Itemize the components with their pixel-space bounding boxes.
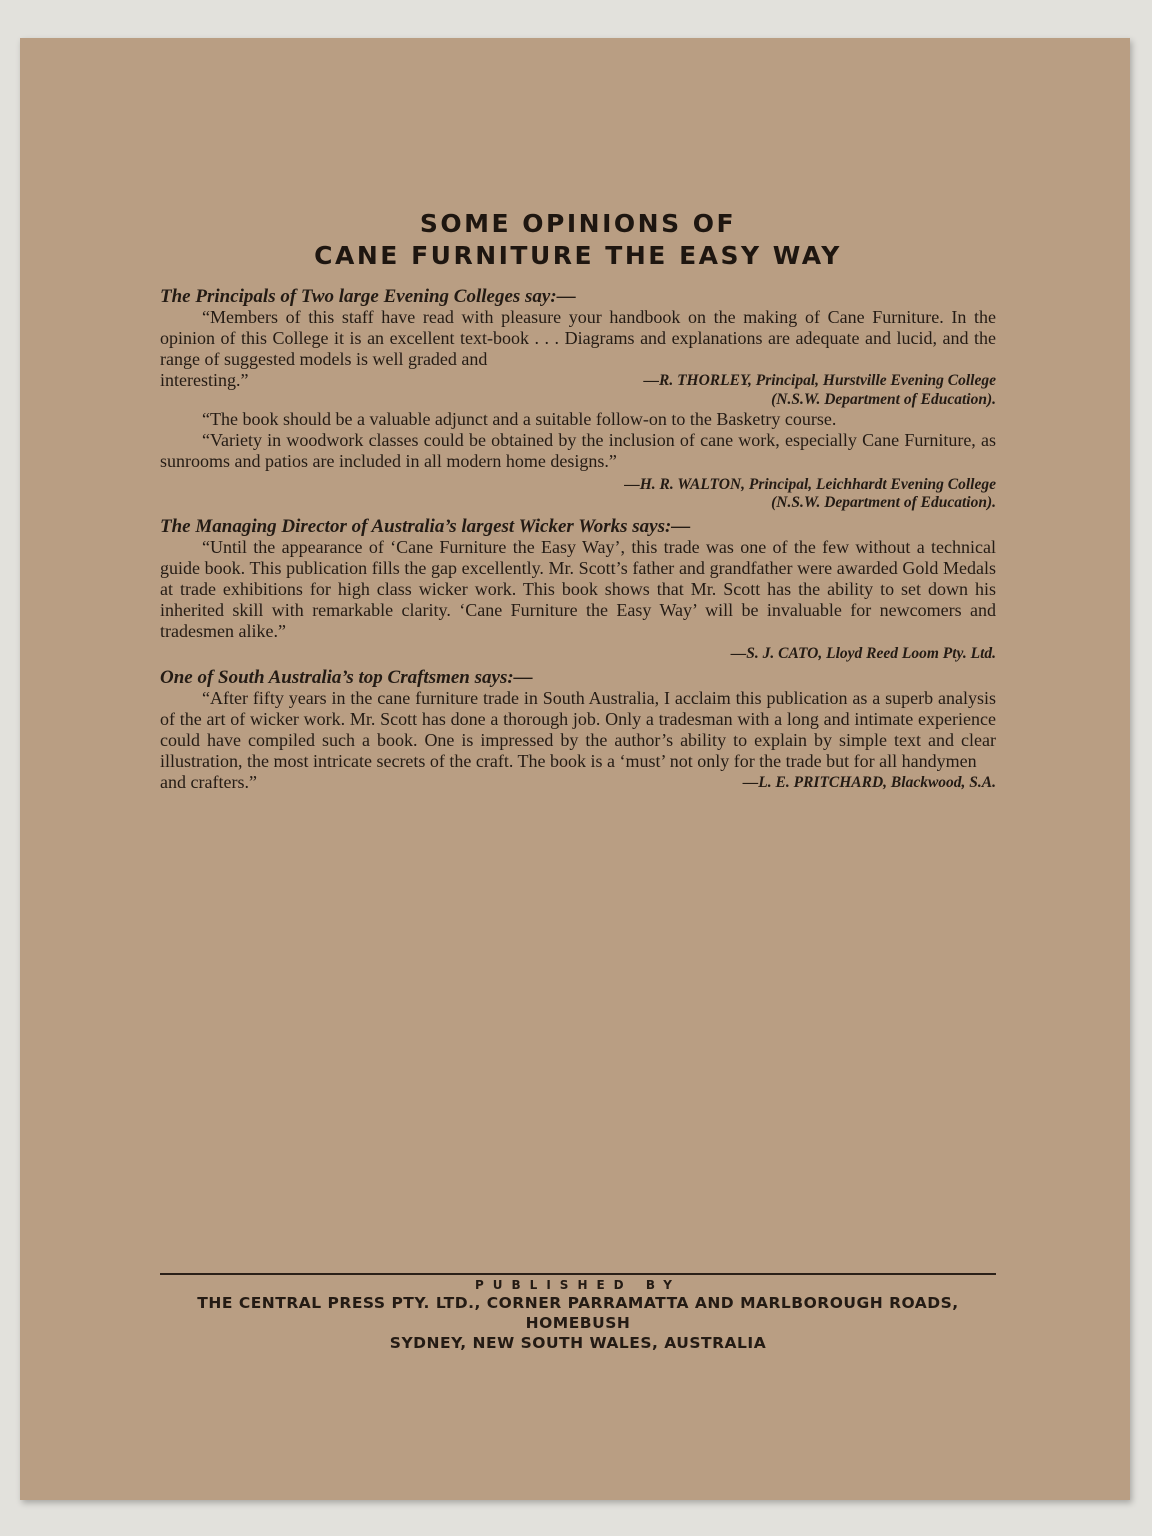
section-heading: The Principals of Two large Evening Colleges say:— [160,286,576,307]
quote-end-row [160,370,996,391]
quote-paragraph: “After fifty years in the cane furniture trade in South Australia, I acclaim this publication as a superb analysis of the art of wicker work. Mr. Scott has done a thorough job. Only a tradesman with a long and intimate experience could have compiled such a book. One is impressed by the author’s ability to explain by simple text and clear illustration, the most intricate secrets of the craft. The book is a ‘must’ not only for the trade but for all handymen [160,688,996,771]
quote-end-text: and crafters.” [160,772,257,792]
attribution-thorley-dept: (N.S.W. Department of Education). [771,391,996,408]
attribution-thorley: —R. THORLEY, Principal, Hurstville Evening College [643,372,996,389]
title-line-2: CANE FURNITURE THE EASY WAY [314,241,842,270]
opinions-body [160,282,996,793]
section-heading: The Managing Director of Australia’s largest Wicker Works says:— [160,516,691,537]
page-title [160,208,996,272]
attribution-pritchard: —L. E. PRITCHARD, Blackwood, S.A. [742,774,996,791]
quote-paragraph: “Members of this staff have read with pleasure your handbook on the making of Cane Furniture. In the opinion of this College it is an excellent text-book . . . Diagrams and explanations are adequate and lucid, and the range of suggested models is well graded and [160,307,996,369]
footer-rule [160,1273,996,1275]
section-wicker-works [160,516,996,663]
published-by-label: PUBLISHED BY [475,1278,681,1292]
attribution-cato: —S. J. CATO, Lloyd Reed Loom Pty. Ltd. [730,645,996,662]
publisher-address-line-1: THE CENTRAL PRESS PTY. LTD., CORNER PARRAMATTA AND MARLBOROUGH ROADS, HOMEBUSH [197,1294,959,1332]
quote-paragraph: “The book should be a valuable adjunct and a suitable follow-on to the Basketry course. [202,409,837,429]
quote-end-row [160,772,996,793]
publisher-address-line-2: SYDNEY, NEW SOUTH WALES, AUSTRALIA [389,1334,767,1352]
attribution-walton-dept: (N.S.W. Department of Education). [771,494,996,511]
quote-paragraph: “Until the appearance of ‘Cane Furniture the Easy Way’, this trade was one of the few without a technical guide book. This publication fills the gap excellently. Mr. Scott’s father and grandfather were awarded Gold Medals at trade exhibitions for high class wicker work. This book shows that Mr. Scott has the ability to set down his inherited skill with remarkable clarity. ‘Cane Furniture the Easy Way’ will be invaluable for newcomers and tradesmen alike.” [160,537,996,641]
title-line-1: SOME OPINIONS OF [419,209,737,238]
section-craftsmen [160,667,996,793]
quote-paragraph: “Variety in woodwork classes could be obtained by the inclusion of cane work, especially Cane Furniture, as sunrooms and patios are included in all modern home designs.” [160,430,996,471]
attribution-walton: —H. R. WALTON, Principal, Leichhardt Evening College [624,476,996,493]
back-cover-page [20,38,1130,1500]
section-evening-colleges [160,286,996,512]
quote-end-text: interesting.” [160,370,249,390]
publisher-footer [160,1273,996,1353]
section-heading: One of South Australia’s top Craftsmen says:— [160,667,533,688]
